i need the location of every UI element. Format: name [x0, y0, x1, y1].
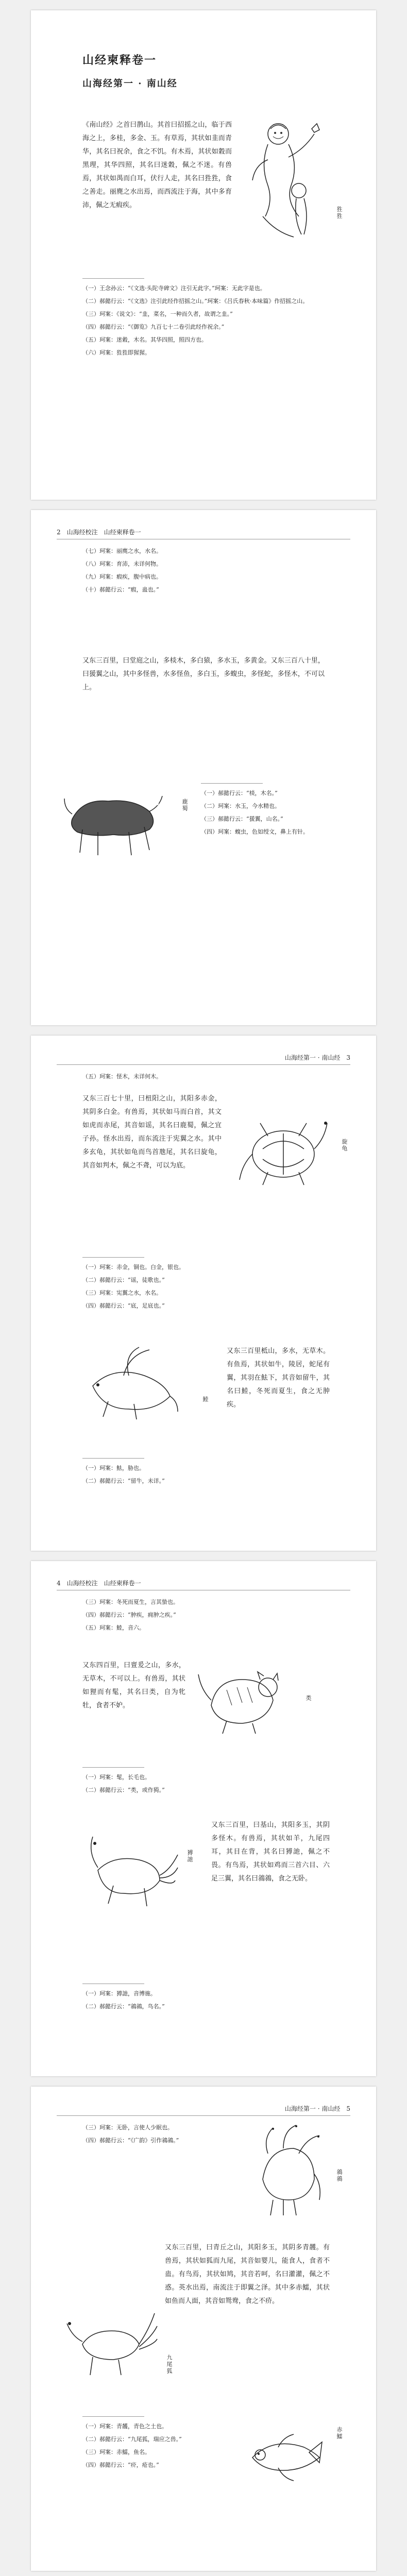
notes-block [82, 283, 330, 361]
notes-divider [82, 1257, 144, 1258]
notes-block-top [82, 546, 330, 598]
figure-caption: 类 [305, 1695, 312, 1702]
main-text: 《南山经》之首曰鹊山。其首曰招摇之山，临于西海之上，多桂，多金、玉。有草焉，其状如韭而青华，其名曰祝余，食之不饥。有木焉，其状如穀而黑理，其华四照，其名曰迷穀，佩之不迷。有兽焉，其状如禺而白耳，伏行人走，其名曰狌狌，食之善走。丽麂之水出焉，而西流注于海，其中多育沛，佩之无瘕疾。 [82, 121, 232, 209]
figure-caption: 鹿蜀 [181, 799, 188, 812]
note-item: （一）珂案：髦，长毛也。 [82, 1774, 150, 1781]
note-item: （三）珂案：无卧，言使人少眠也。 [82, 2124, 173, 2131]
note-item: （四）郝懿行云：“《广韵》引作䳜䳜。” [82, 2137, 179, 2144]
figure-illustration-1 [237, 2117, 325, 2221]
figure-illustration [62, 783, 165, 860]
note-item: （九）珂案：瘕疾，腹中病也。 [82, 573, 162, 580]
page-5 [31, 2087, 376, 2571]
note-item: （二）郝懿行云：“留牛，未详。” [82, 1478, 165, 1484]
note-item: （一）珂案：魼，胁也。 [82, 1465, 145, 1471]
note-item: （四）珂案：蝮虫，色如绶文，鼻上有针。 [201, 828, 309, 835]
note-item: （四）郝懿行云：“肿疾，痈肿之疾。” [82, 1612, 176, 1618]
figure-caption: 猼訑 [186, 1850, 193, 1863]
note-item: （二）郝懿行云：“九尾狐，瑞应之兽。” [82, 2436, 182, 2443]
page-4 [31, 1561, 376, 2076]
figure-caption: 旋龟 [341, 1139, 348, 1152]
note-item: （二）郝懿行云：“谣，徒歌也。” [82, 1277, 165, 1283]
figure-illustration-2 [77, 1345, 180, 1422]
notes-divider [82, 278, 144, 279]
note-item: （二）珂案：水玉，今水精也。 [201, 803, 280, 809]
main-text-2: 又东三百里柢山，多水，无草木。有鱼焉，其状如牛，陵居，蛇尾有翼，其羽在魼下，其音如留牛，其名曰鯥，冬死而夏生，食之无肿疾。 [227, 1347, 330, 1409]
figure-illustration-2 [62, 2303, 160, 2380]
note-item: （四）郝懿行云：“底，足底也。” [82, 1302, 165, 1309]
page-header: 山海经第一 · 南山经 3 [57, 1053, 350, 1065]
main-text: 又东三百里，曰青丘之山，其阳多玉，其阴多青䨼。有兽焉，其状如狐而九尾，其音如婴儿，能食人，食者不蛊。有鸟焉，其状如鸠，其音若呵，名曰灌灌，佩之不惑。英水出焉，南流注于即翼之泽。其中多赤鱬，其状如鱼而人面，其音如鸳鸯，食之不疥。 [165, 2244, 330, 2305]
figure-caption: 赤鱬 [336, 2427, 343, 2440]
notes-block-bottom [201, 788, 335, 840]
note-item: （一）珂案：猼訑，音博施。 [82, 1990, 156, 1997]
figure-illustration [247, 113, 330, 247]
page-header: 4 山海经校注 山经柬释卷一 [57, 1579, 350, 1590]
note-item: （五）珂案：迷穀，木名。其华四照，照四方也。 [82, 336, 207, 343]
note-item: （十）郝懿行云：“瘕，蛊也。” [82, 586, 159, 593]
page-2 [31, 510, 376, 1025]
figure-illustration-1 [237, 1108, 330, 1195]
note-item: （四）郝懿行云：“疥，疮也。” [82, 2462, 159, 2468]
notes-divider [201, 783, 263, 784]
figure-illustration-3 [242, 2416, 325, 2494]
notes-block-mid [82, 1262, 330, 1314]
figure-caption: 九尾狐 [166, 2354, 173, 2375]
page-header: 山海经第一 · 南山经 5 [57, 2104, 350, 2116]
note-item: （三）郝懿行云：“猨翼，山名。” [201, 816, 283, 822]
notes-block-top [82, 1072, 330, 1084]
note-item: （三）珂案：冬死而夏生，言其蛰也。 [82, 1599, 179, 1605]
figure-caption: 鯥 [202, 1396, 209, 1403]
section-title: 山海经第一 · 南山经 [82, 78, 178, 89]
notes-block-bottom [82, 1989, 330, 2014]
note-item: （七）珂案：丽麂之水，水名。 [82, 548, 162, 554]
note-item: （三）珂案：宪翼之水，水名。 [82, 1290, 162, 1296]
note-item: （三）珂案：《说文》：“韭，菜名，一种而久者，故谓之韭。” [82, 311, 233, 317]
figure-illustration-1 [196, 1659, 289, 1736]
note-item: （五）珂案：怪木，未详何木。 [82, 1073, 162, 1080]
chapter-title: 山经柬释卷一 [82, 54, 157, 67]
note-item: （五）珂案：鯥，音六。 [82, 1624, 145, 1631]
notes-block-bottom [82, 1463, 330, 1489]
note-item: （二）郝懿行云：“䳜䳜，鸟名。” [82, 2003, 165, 2010]
main-text-2: 又东三百里，曰基山，其阳多玉，其阴多怪木。有兽焉，其状如羊，九尾四耳，其目在背，其名曰猼訑，佩之不畏。有鸟焉，其状如鸡而三首六目、六足三翼，其名曰䳜䳜，食之无卧。 [211, 1821, 330, 1883]
notes-block-top [82, 1597, 330, 1636]
note-item: （六）珂案：狌狌即猩猩。 [82, 349, 150, 356]
note-item: （四）郝懿行云：“《御览》九百七十二卷引此经作祝余。” [82, 324, 225, 330]
notes-block-bottom [82, 2421, 232, 2473]
note-item: （一）郝懿行云：“棪，木名。” [201, 790, 278, 796]
main-text: 又东三百里，曰堂庭之山，多棪木，多白猿，多水玉，多黄金。又东三百八十里，曰猨翼之山，其中多怪兽，水多怪鱼，多白玉，多蝮虫，多怪蛇，多怪木，不可以上。 [82, 657, 325, 691]
notes-block-top [82, 2123, 222, 2148]
note-item: （二）郝懿行云：“《文选》注引此经作招摇之山。”珂案：《吕氏春秋·本味篇》作招摇之山。 [82, 298, 309, 304]
note-item: （二）郝懿行云：“类，或作㺃。” [82, 1787, 165, 1793]
page-3 [31, 1036, 376, 1551]
figure-caption: 狌狌 [336, 206, 343, 219]
note-item: （一）王念孙云：“《文选·头陀寺碑文》注引无此字。”珂案：无此字是也。 [82, 285, 266, 292]
note-item: （三）珂案：赤鱬，鱼名。 [82, 2449, 150, 2455]
notes-block-mid [82, 1772, 330, 1798]
page-header: 2 山海经校注 山经柬释卷一 [57, 528, 350, 539]
figure-caption: 䳜䳜 [336, 2169, 343, 2182]
figure-illustration-2 [77, 1829, 180, 1911]
note-item: （八）珂案：育沛，未详何物。 [82, 561, 162, 567]
notes-divider [82, 1767, 144, 1768]
notes-divider [82, 1458, 144, 1459]
main-text-1: 又东四百里，曰亶爰之山，多水，无草木，不可以上。有兽焉，其状如狸而有髦，其名曰类，自为牝牡，食者不妒。 [82, 1662, 185, 1709]
notes-divider [82, 2416, 144, 2417]
note-item: （一）珂案：青䨼，青色之土也。 [82, 2423, 167, 2430]
main-text-1: 又东三百七十里，曰杻阳之山，其阳多赤金，其阴多白金。有兽焉，其状如马而白首，其文如虎而赤尾，其音如谣，其名曰鹿蜀，佩之宜子孙。怪水出焉，而东流注于宪翼之水。其中多玄龟，其状如龟而鸟首虺尾，其名曰旋龟，其音如判木，佩之不聋，可以为底。 [82, 1095, 222, 1170]
note-item: （一）珂案：赤金，铜也。白金，银也。 [82, 1264, 184, 1270]
page-1 [31, 10, 376, 500]
